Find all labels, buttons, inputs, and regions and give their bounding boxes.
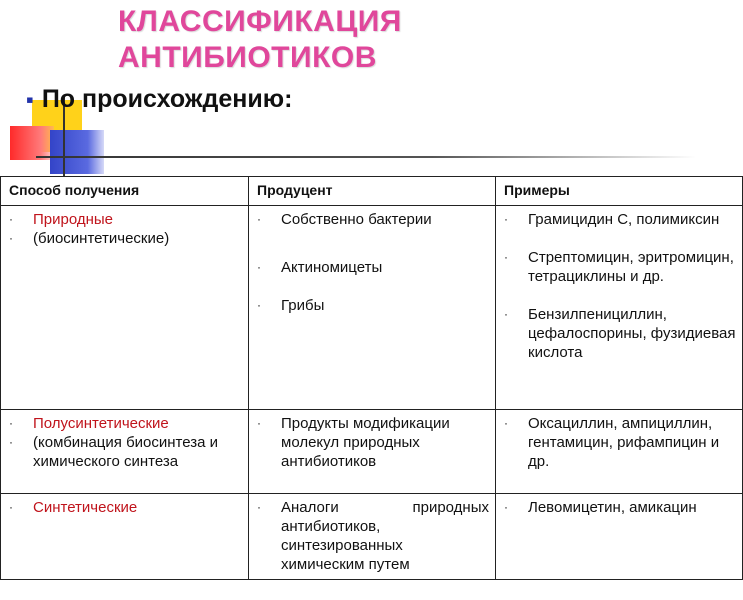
cell-producer bbox=[249, 206, 496, 410]
list-item bbox=[7, 210, 242, 229]
subtitle-bullet-icon: ▪ bbox=[26, 87, 34, 112]
method-note: (комбинация биосинтеза и химического синтеза bbox=[33, 434, 219, 470]
cell-producer bbox=[249, 494, 496, 580]
bullet-icon: · bbox=[504, 416, 508, 430]
producer-text: Продукты модификации молекул природных антибиотиков bbox=[281, 415, 450, 470]
producer-text: Грибы bbox=[281, 297, 325, 314]
cell-examples bbox=[496, 494, 743, 580]
page-title bbox=[118, 4, 402, 76]
header-method: Способ получения bbox=[1, 177, 249, 206]
list-item bbox=[502, 210, 736, 229]
list-item bbox=[255, 414, 489, 471]
example-text: Оксациллин, ампициллин, гентамицин, рифампицин и др. bbox=[528, 415, 720, 470]
table-row bbox=[1, 206, 743, 410]
list-item bbox=[255, 296, 489, 315]
bullet-icon: · bbox=[9, 435, 13, 449]
bullet-icon: · bbox=[9, 212, 13, 226]
example-text: Левомицетин, амикацин bbox=[528, 499, 697, 516]
decor-horizontal-line bbox=[36, 156, 696, 158]
table-row bbox=[1, 494, 743, 580]
cell-method bbox=[1, 206, 249, 410]
list-item bbox=[7, 498, 242, 517]
title-line-2: АНТИБИОТИКОВ bbox=[118, 41, 377, 74]
bullet-icon: · bbox=[257, 212, 261, 226]
bullet-icon: · bbox=[504, 212, 508, 226]
decor-red-square bbox=[10, 126, 54, 160]
producer-text: Собственно бактерии bbox=[281, 211, 432, 228]
classification-table bbox=[0, 176, 743, 580]
bullet-icon: · bbox=[257, 500, 261, 514]
example-text: Стрептомицин, эритромицин, тетрациклины и др. bbox=[528, 249, 734, 285]
cell-producer bbox=[249, 410, 496, 494]
list-item bbox=[502, 305, 736, 362]
list-item bbox=[7, 229, 242, 248]
cell-examples bbox=[496, 206, 743, 410]
bullet-icon: · bbox=[504, 307, 508, 321]
list-item bbox=[7, 433, 242, 471]
method-name: Полусинтетические bbox=[33, 415, 169, 432]
method-name: Природные bbox=[33, 211, 114, 228]
bullet-icon: · bbox=[257, 416, 261, 430]
bullet-icon: · bbox=[504, 500, 508, 514]
cell-examples bbox=[496, 410, 743, 494]
bullet-icon: · bbox=[9, 231, 13, 245]
cell-method bbox=[1, 494, 249, 580]
list-item bbox=[502, 414, 736, 471]
list-item bbox=[7, 414, 242, 433]
list-item bbox=[255, 498, 489, 574]
bullet-icon: · bbox=[504, 250, 508, 264]
cell-method bbox=[1, 410, 249, 494]
bullet-icon: · bbox=[9, 416, 13, 430]
list-item bbox=[502, 248, 736, 286]
header-producer: Продуцент bbox=[249, 177, 496, 206]
example-text: Бензилпенициллин, цефалоспорины, фузидиевая кислота bbox=[528, 306, 736, 361]
producer-text: Аналоги природных антибиотиков, синтезированных химическим путем bbox=[281, 499, 489, 573]
title-line-1: КЛАССИФИКАЦИЯ bbox=[118, 5, 402, 38]
example-text: Грамицидин С, полимиксин bbox=[528, 211, 720, 228]
method-note: (биосинтетические) bbox=[33, 230, 170, 247]
method-name: Синтетические bbox=[33, 499, 138, 516]
header-examples: Примеры bbox=[496, 177, 743, 206]
list-item bbox=[255, 210, 489, 229]
table-header-row bbox=[1, 177, 743, 206]
bullet-icon: · bbox=[257, 260, 261, 274]
list-item bbox=[502, 498, 736, 517]
table-row bbox=[1, 410, 743, 494]
list-item bbox=[255, 258, 489, 277]
bullet-icon: · bbox=[9, 500, 13, 514]
producer-text: Актиномицеты bbox=[281, 259, 383, 276]
bullet-icon: · bbox=[257, 298, 261, 312]
decor-blue-square bbox=[50, 130, 104, 174]
subtitle bbox=[26, 84, 292, 115]
subtitle-text: По происхождению: bbox=[41, 85, 293, 113]
